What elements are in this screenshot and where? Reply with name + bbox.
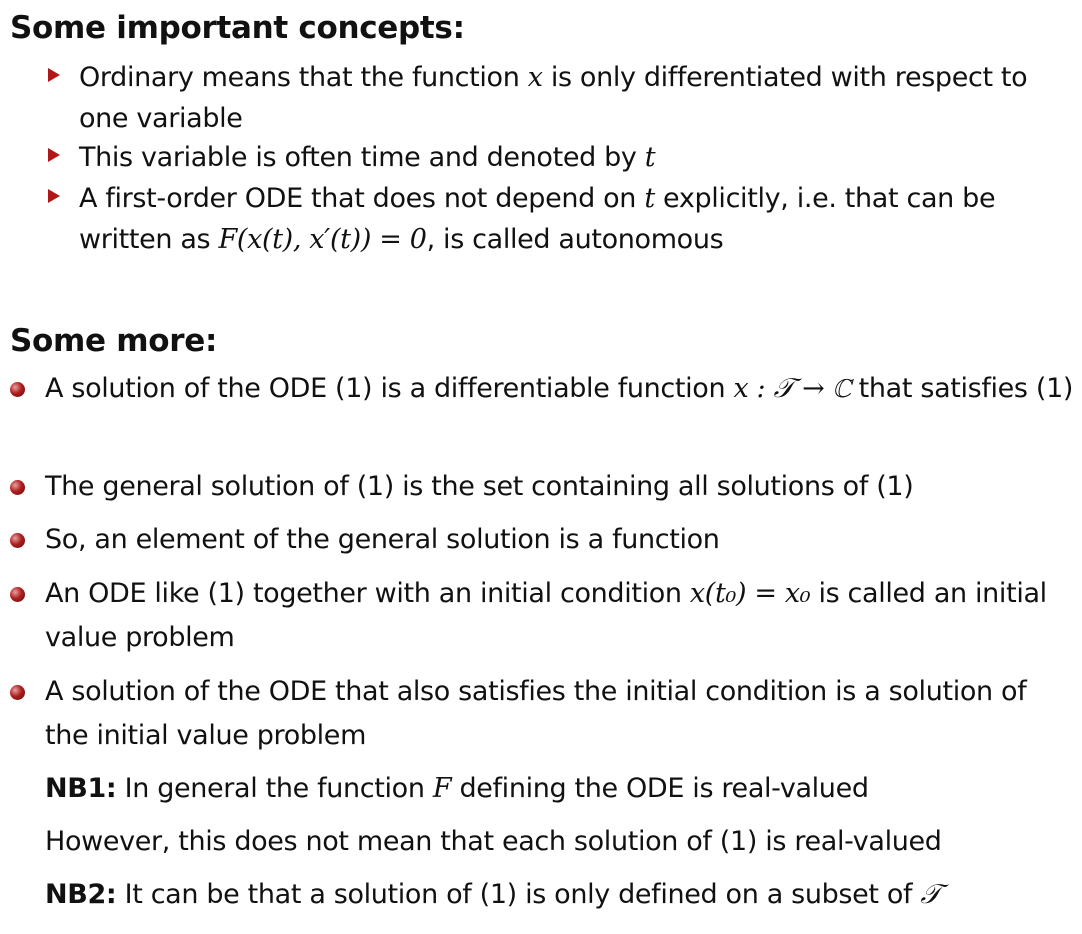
- ball-bullet-icon: [10, 480, 25, 495]
- math-t: t: [644, 142, 656, 173]
- item-text: An ODE like (1) together with an initial condition: [45, 578, 690, 609]
- item-text: that satisfies (1): [850, 373, 1074, 404]
- note-however: However, this does not mean that each solution of (1) is real-valued: [45, 826, 942, 857]
- ball-bullet-icon: [10, 587, 25, 602]
- list-item-autonomous: [48, 178, 1068, 260]
- list-item-general-solution: [10, 465, 1075, 509]
- list-item-element-is-function: [10, 518, 1075, 562]
- note-text: It can be that a solution of (1) is only defined on a subset of: [116, 879, 921, 910]
- triangle-bullet-icon: [48, 189, 60, 203]
- math-function-signature: x : 𝒯 → ℂ: [733, 373, 851, 404]
- list-item-ivp-solution: [10, 670, 1075, 758]
- section-heading-some-more: Some more:: [10, 323, 218, 359]
- item-text: So, an element of the general solution is a function: [45, 524, 720, 555]
- math-autonomous-equation: F(x(t), x′(t)) = 0: [218, 224, 427, 255]
- math-t: t: [644, 183, 655, 214]
- nb2-label: NB2:: [45, 879, 117, 910]
- ball-bullet-icon: [10, 533, 25, 548]
- nb1-label: NB1:: [45, 773, 117, 804]
- item-text: A solution of the ODE that also satisfies the initial condition is a solution of the initial value problem: [45, 676, 1027, 751]
- item-text: explicitly, i.e. that can be written as: [79, 183, 996, 255]
- triangle-bullet-icon: [48, 148, 60, 162]
- item-text: is called an initial value problem: [45, 578, 1047, 653]
- math-x: x: [527, 62, 543, 93]
- item-text: Ordinary means that the function: [79, 62, 528, 93]
- triangle-bullet-icon: [48, 68, 60, 82]
- item-text: A solution of the ODE (1) is a differentiable function: [45, 373, 734, 404]
- math-F: F: [432, 773, 452, 804]
- item-text: The general solution of (1) is the set containing all solutions of (1): [45, 471, 914, 502]
- note-nb1: [45, 769, 1080, 809]
- item-text: This variable is often time and denoted by: [79, 142, 645, 173]
- section-heading-important-concepts: Some important concepts:: [10, 10, 465, 46]
- list-item-ordinary: [48, 57, 1068, 139]
- ball-bullet-icon: [10, 685, 25, 700]
- item-text: is only differentiated with respect to one variable: [79, 62, 1028, 134]
- note-text: In general the function: [116, 773, 433, 804]
- math-initial-condition: x(t₀) = x₀: [689, 578, 811, 609]
- list-item-solution-definition: [10, 367, 1075, 411]
- ball-bullet-icon: [10, 382, 25, 397]
- list-item-time-variable: [48, 137, 1068, 178]
- note-nb2: [45, 875, 1080, 915]
- list-item-initial-value-problem: [10, 572, 1075, 660]
- note-text: defining the ODE is real-valued: [451, 773, 869, 804]
- math-calligraphic-T: 𝒯: [920, 879, 941, 910]
- item-text: , is called autonomous: [426, 224, 724, 255]
- item-text: A first-order ODE that does not depend on: [79, 183, 645, 214]
